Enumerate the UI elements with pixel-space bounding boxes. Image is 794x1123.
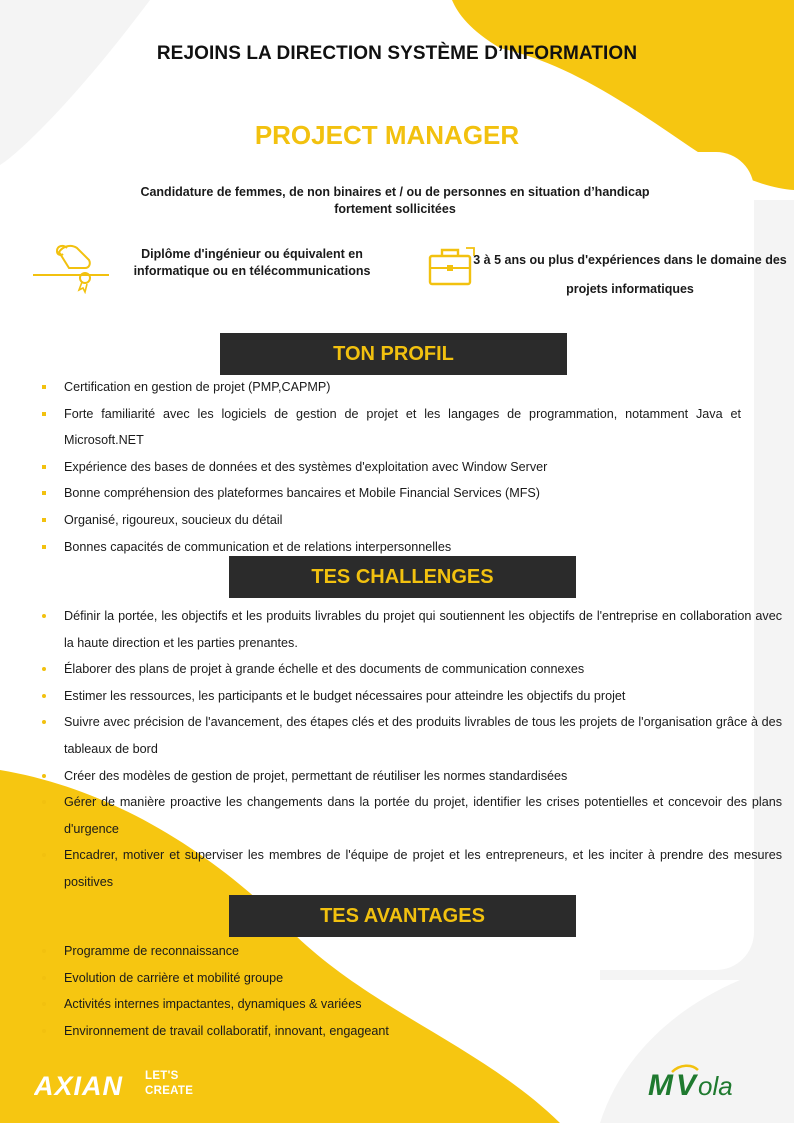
- challenges-list: [36, 603, 782, 896]
- list-item: Encadrer, motiver et superviser les membres de l'équipe de projet et les entrepreneurs, et les inciter à prendre des mesures positives: [36, 842, 782, 895]
- axian-logo-text: AXIAN: [34, 1071, 124, 1100]
- experience-line-1: 3 à 5 ans ou plus d'expériences dans le domaine des: [473, 253, 787, 267]
- list-item: Gérer de manière proactive les changements dans la portée du projet, identifier les crises potentielles et concevoir des plans d'urgence: [36, 789, 782, 842]
- mvola-logo-v: V: [676, 1069, 697, 1102]
- invitation-line-2: fortement sollicitées: [334, 202, 456, 216]
- axian-tagline: [145, 1069, 193, 1099]
- experience-line-2: projets informatiques: [566, 282, 694, 296]
- page-title: REJOINS LA DIRECTION SYSTÈME D’INFORMATION: [156, 43, 638, 64]
- tagline-line-2: CREATE: [145, 1085, 194, 1097]
- invitation-line-1: Candidature de femmes, de non binaires et / ou de personnes en situation d’handicap: [140, 185, 650, 199]
- profile-list: [36, 374, 741, 560]
- mvola-logo-m: M: [648, 1069, 673, 1102]
- list-item: Créer des modèles de gestion de projet, permettant de réutiliser les normes standardisées: [36, 763, 782, 790]
- list-item: Evolution de carrière et mobilité groupe: [36, 965, 741, 992]
- list-item: Définir la portée, les objectifs et les produits livrables du projet qui soutiennent les objectifs de l'entreprise en collaboration avec la haute direction et les parties prenantes.: [36, 603, 782, 656]
- experience-requirement: [466, 246, 794, 304]
- benefits-list: [36, 938, 741, 1044]
- job-title: PROJECT MANAGER: [254, 120, 520, 150]
- list-item: Expérience des bases de données et des systèmes d'exploitation avec Window Server: [36, 454, 741, 481]
- section-header-profile: TON PROFIL: [220, 333, 567, 375]
- diploma-line-1: Diplôme d'ingénieur ou équivalent en: [141, 247, 363, 261]
- list-item: Organisé, rigoureux, soucieux du détail: [36, 507, 741, 534]
- mvola-logo-ola: ola: [698, 1071, 733, 1101]
- list-item: Programme de reconnaissance: [36, 938, 741, 965]
- list-item: Suivre avec précision de l'avancement, des étapes clés et des produits livrables de tous les projets de l'organisation grâce à des tableaux de bord: [36, 709, 782, 762]
- tagline-line-1: LET'S: [145, 1070, 179, 1082]
- diploma-requirement: [118, 246, 386, 280]
- list-item: Élaborer des plans de projet à grande échelle et des documents de communication connexes: [36, 656, 782, 683]
- mvola-logo: [646, 1062, 766, 1102]
- diploma-scroll-icon: [33, 238, 111, 294]
- list-item: Environnement de travail collaboratif, innovant, engageant: [36, 1018, 741, 1045]
- list-item: Certification en gestion de projet (PMP,CAPMP): [36, 374, 741, 401]
- invitation-text: [130, 184, 660, 218]
- section-header-benefits: TES AVANTAGES: [229, 895, 576, 937]
- list-item: Estimer les ressources, les participants et le budget nécessaires pour atteindre les objectifs du projet: [36, 683, 782, 710]
- list-item: Bonne compréhension des plateformes bancaires et Mobile Financial Services (MFS): [36, 480, 741, 507]
- section-header-challenges: TES CHALLENGES: [229, 556, 576, 598]
- list-item: Forte familiarité avec les logiciels de gestion de projet et les langages de programmation, notamment Java et Microsoft.NET: [36, 401, 741, 454]
- axian-logo: [34, 1070, 134, 1100]
- list-item: Activités internes impactantes, dynamiques & variées: [36, 991, 741, 1018]
- list-item: Bonnes capacités de communication et de relations interpersonnelles: [36, 534, 741, 561]
- diploma-line-2: informatique ou en télécommunications: [133, 264, 371, 278]
